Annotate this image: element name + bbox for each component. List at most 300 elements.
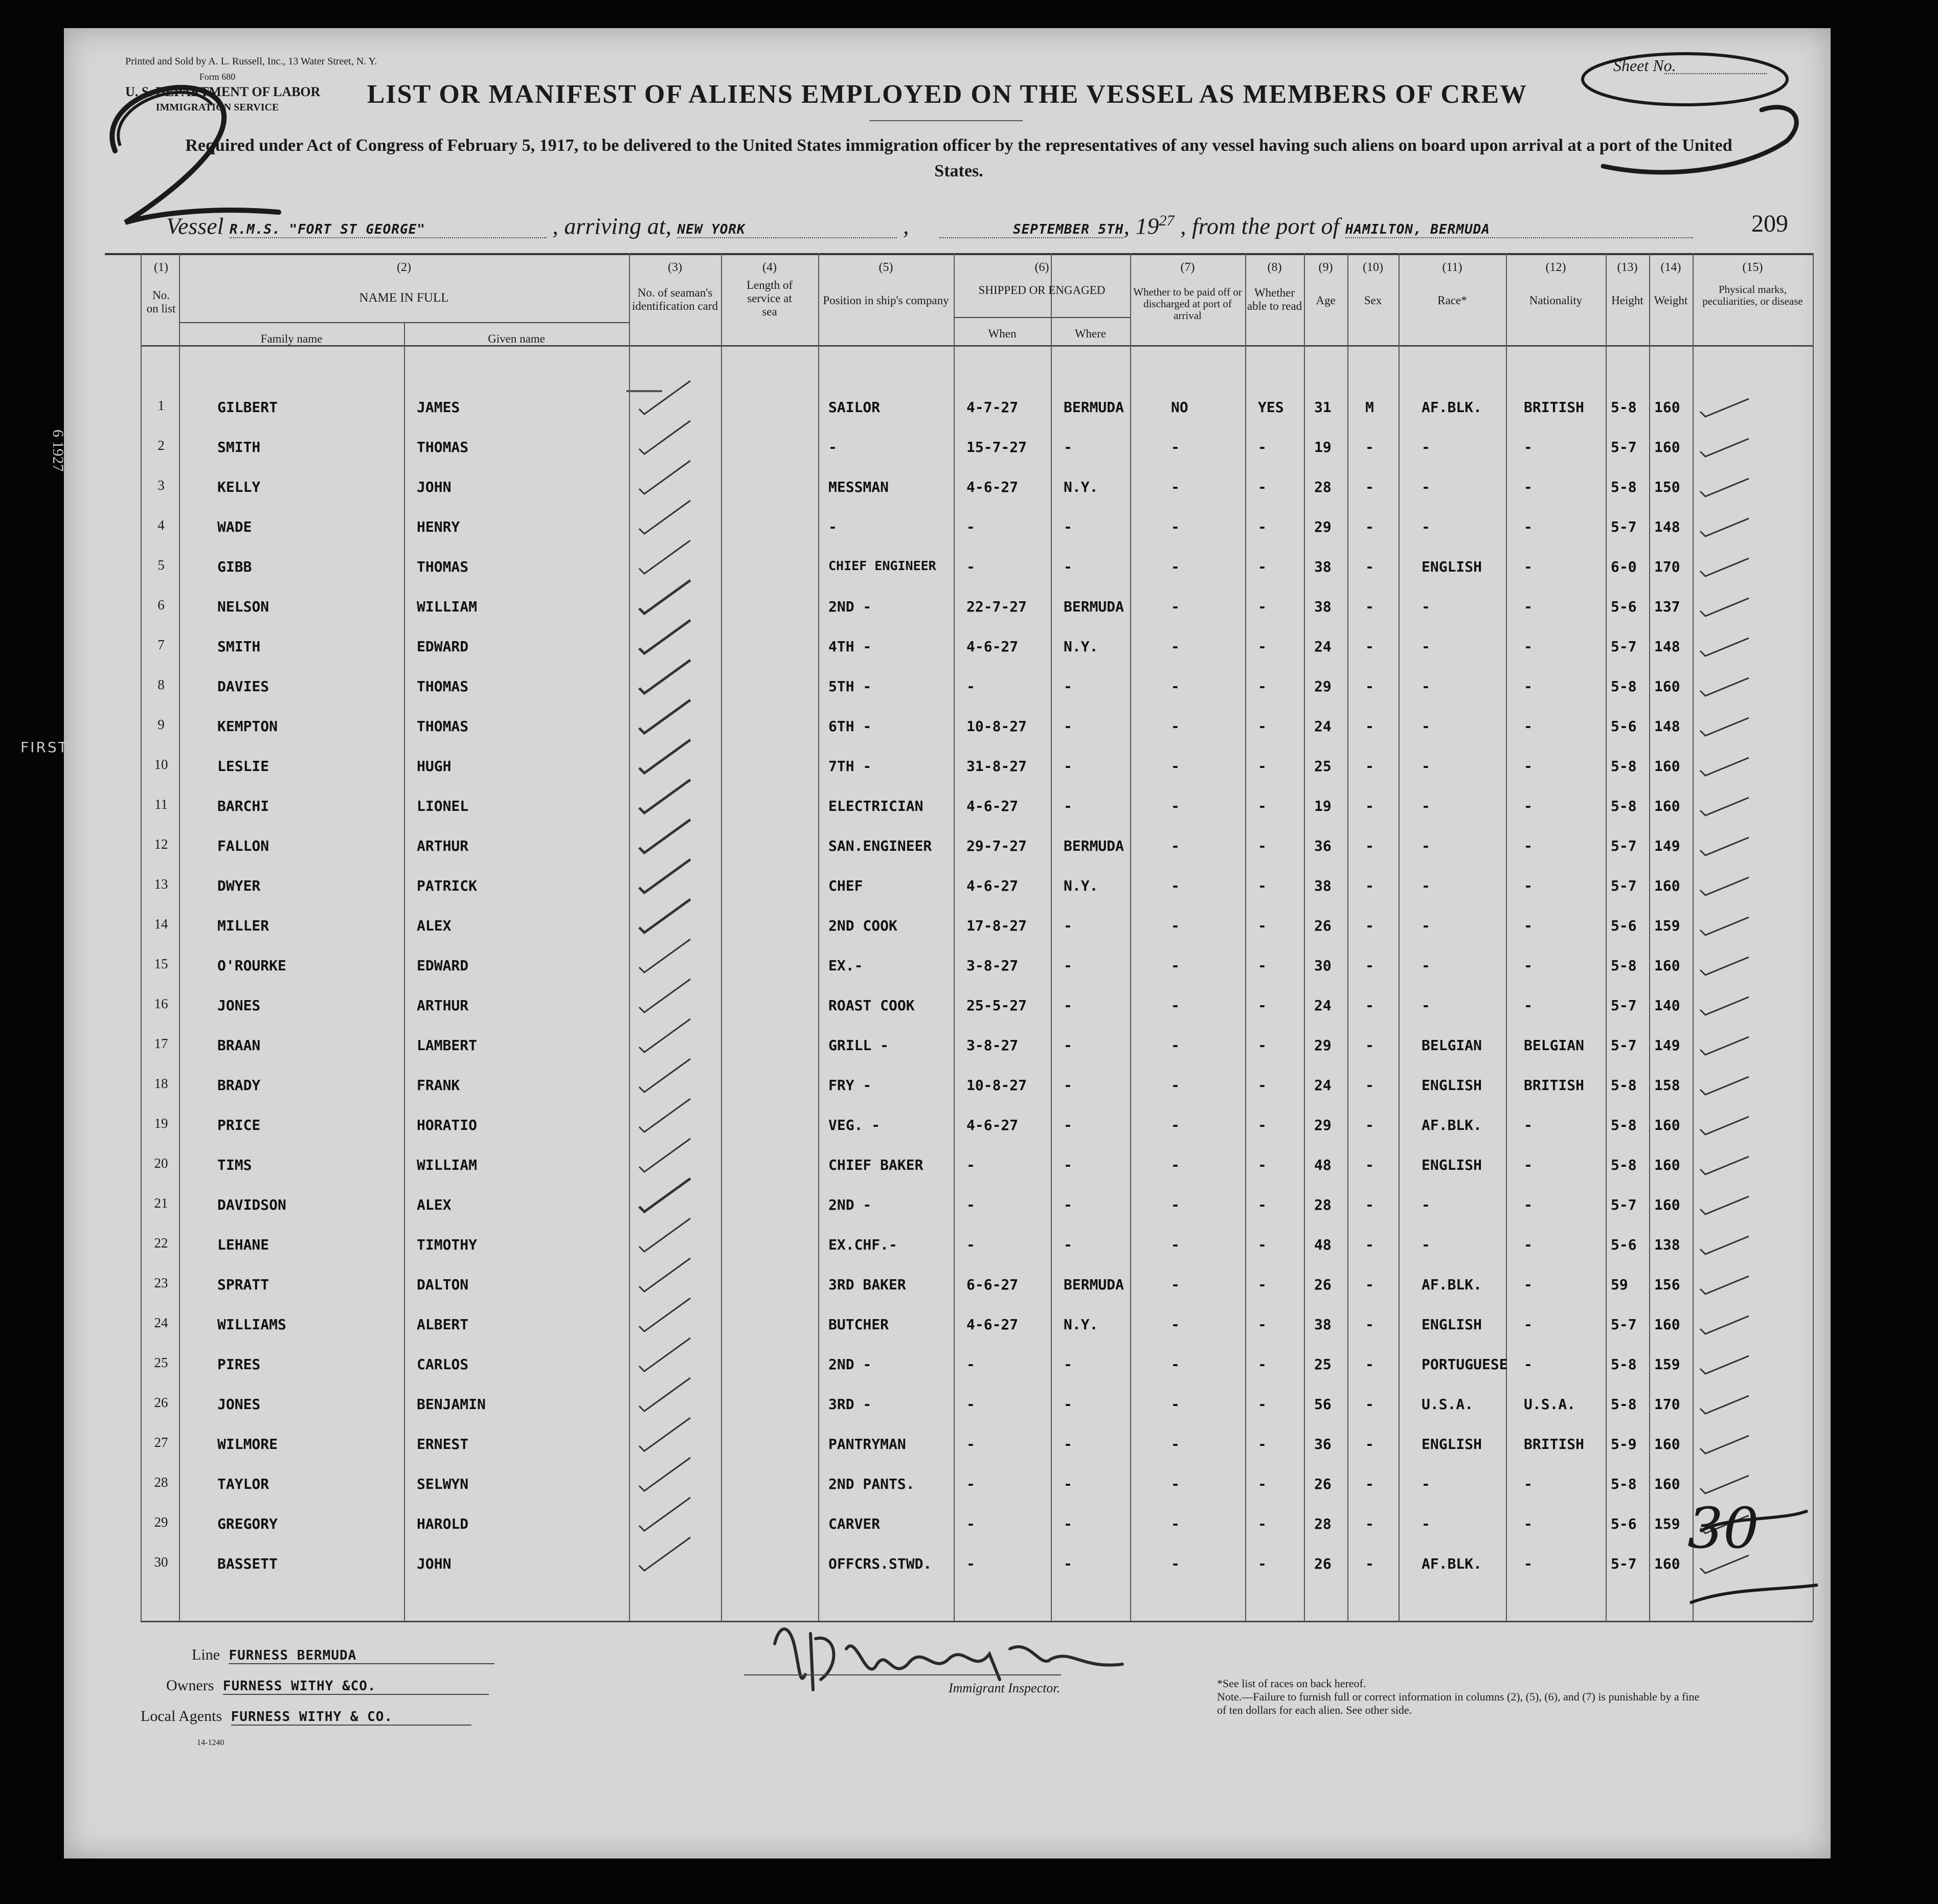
cell-nat: BRITISH <box>1524 1436 1585 1453</box>
cell-nat: - <box>1524 1196 1533 1213</box>
cell-when: - <box>966 1515 975 1532</box>
cell-when: - <box>966 1476 975 1492</box>
arriving-port: NEW YORK <box>677 222 897 238</box>
cell-paid: - <box>1171 1157 1180 1173</box>
cell-age: 29 <box>1314 518 1332 535</box>
cell-nat: U.S.A. <box>1524 1396 1576 1413</box>
cell-height: 5-6 <box>1611 1236 1637 1253</box>
cell-weight: 148 <box>1654 638 1680 655</box>
cell-race: PORTUGUESE <box>1422 1356 1508 1373</box>
cell-weight: 160 <box>1654 957 1680 974</box>
cell-sex: - <box>1365 1436 1374 1453</box>
cell-sex: - <box>1365 439 1374 456</box>
cell-paid: - <box>1171 1515 1180 1532</box>
cell-where: - <box>1064 1515 1072 1532</box>
service-name: IMMIGRATION SERVICE <box>155 102 279 113</box>
check-mark-icon <box>1698 1106 1759 1147</box>
cell-height: 5-8 <box>1611 1077 1637 1094</box>
cell-paid: - <box>1171 558 1180 575</box>
cell-paid: - <box>1171 1555 1180 1572</box>
col-head-sex: Sex <box>1364 294 1382 307</box>
row-number: 20 <box>154 1155 168 1171</box>
cell-age: 26 <box>1314 1555 1332 1572</box>
cell-where: - <box>1064 558 1072 575</box>
cell-where: - <box>1064 1396 1072 1413</box>
cell-race: - <box>1422 917 1430 934</box>
cell-paid: - <box>1171 1436 1180 1453</box>
cell-given: JOHN <box>417 479 452 495</box>
cell-weight: 160 <box>1654 439 1680 456</box>
cell-given: PATRICK <box>417 877 478 894</box>
cell-given: SELWYN <box>417 1476 469 1492</box>
cell-height: 5-8 <box>1611 758 1637 775</box>
penalty-note: Note.—Failure to furnish full or correct information in columns (2), (5), (6), and (7) is punishable by a fine of ten dollars for each alien. See other side. <box>1217 1690 1700 1716</box>
cell-read: - <box>1258 439 1267 456</box>
cell-position: 2ND PANTS. <box>828 1476 915 1492</box>
cell-family: PRICE <box>217 1117 261 1134</box>
cell-weight: 160 <box>1654 798 1680 814</box>
column-rule <box>1399 253 1400 1621</box>
department-name: U. S. DEPARTMENT OF LABOR <box>125 84 321 99</box>
cell-age: 38 <box>1314 877 1332 894</box>
column-rule <box>1649 253 1650 1621</box>
cell-paid: - <box>1171 678 1180 695</box>
cell-paid: - <box>1171 1117 1180 1134</box>
cell-height: 5-8 <box>1611 798 1637 814</box>
cell-family: O'ROURKE <box>217 957 286 974</box>
form-code: 14-1240 <box>197 1738 224 1747</box>
cell-family: KEMPTON <box>217 718 278 735</box>
cell-when: 29-7-27 <box>966 837 1027 854</box>
cell-sex: - <box>1365 917 1374 934</box>
cell-weight: 159 <box>1654 1515 1680 1532</box>
agents-value: FURNESS WITHY & CO. <box>231 1709 471 1726</box>
cell-position: CHIEF ENGINEER <box>828 558 936 573</box>
cell-weight: 160 <box>1654 1555 1680 1572</box>
cell-height: 5-8 <box>1611 1157 1637 1173</box>
cell-age: 24 <box>1314 1077 1332 1094</box>
column-rule <box>1693 253 1694 1621</box>
cell-sex: - <box>1365 1396 1374 1413</box>
cell-position: 3RD - <box>828 1396 872 1413</box>
check-mark-icon <box>1698 548 1759 589</box>
row-number: 30 <box>154 1554 168 1570</box>
cell-where: - <box>1064 1157 1072 1173</box>
check-mark-icon <box>1698 827 1759 868</box>
cell-read: - <box>1258 678 1267 695</box>
col-num-8: (8) <box>1267 261 1282 274</box>
cell-weight: 140 <box>1654 997 1680 1014</box>
col-head-paid: Whether to be paid off or discharged at port of arrival <box>1133 286 1242 322</box>
cell-where: - <box>1064 1117 1072 1134</box>
cell-nat: - <box>1524 678 1533 695</box>
row-number: 3 <box>157 478 165 493</box>
col-head-read: Whether able to read <box>1247 286 1302 312</box>
cell-sex: - <box>1365 837 1374 854</box>
cell-height: 5-6 <box>1611 598 1637 615</box>
cell-family: GREGORY <box>217 1515 278 1532</box>
cell-where: - <box>1064 678 1072 695</box>
cell-sex: - <box>1365 1555 1374 1572</box>
cell-nat: BELGIAN <box>1524 1037 1585 1054</box>
row-number: 2 <box>157 438 165 453</box>
cell-race: - <box>1422 997 1430 1014</box>
check-mark-icon <box>1698 947 1759 988</box>
cell-read: - <box>1258 718 1267 735</box>
row-number: 5 <box>157 557 165 573</box>
cell-given: LIONEL <box>417 798 469 814</box>
cell-read: - <box>1258 1157 1267 1173</box>
cell-nat: - <box>1524 1236 1533 1253</box>
cell-paid: - <box>1171 837 1180 854</box>
cell-paid: - <box>1171 877 1180 894</box>
col-num-10: (10) <box>1363 261 1383 274</box>
cell-nat: - <box>1524 718 1533 735</box>
cell-read: - <box>1258 598 1267 615</box>
cell-read: - <box>1258 1316 1267 1333</box>
cell-when: - <box>966 1555 975 1572</box>
cell-position: BUTCHER <box>828 1316 889 1333</box>
cell-age: 24 <box>1314 718 1332 735</box>
cell-given: DALTON <box>417 1276 469 1293</box>
row-number: 8 <box>157 677 165 692</box>
cell-race: - <box>1422 1476 1430 1492</box>
cell-height: 5-7 <box>1611 877 1637 894</box>
cell-height: 5-8 <box>1611 1117 1637 1134</box>
cell-when: - <box>966 1157 975 1173</box>
cell-nat: - <box>1524 957 1533 974</box>
check-mark-icon <box>1698 747 1759 788</box>
line-label: Line <box>192 1646 220 1663</box>
cell-race: AF.BLK. <box>1422 1276 1482 1293</box>
cell-sex: - <box>1365 1196 1374 1213</box>
from-port: HAMILTON, BERMUDA <box>1345 222 1693 238</box>
col-head-position: Position in ship's company <box>823 294 949 307</box>
cell-given: THOMAS <box>417 558 469 575</box>
sheet-number-label: Sheet No. <box>1613 56 1676 75</box>
cell-position: 6TH - <box>828 718 872 735</box>
check-mark-icon <box>1698 1425 1759 1466</box>
column-rule <box>1304 253 1305 1621</box>
cell-read: - <box>1258 638 1267 655</box>
row-number: 11 <box>154 797 168 812</box>
cell-given: HUGH <box>417 758 452 775</box>
cell-when: - <box>966 1356 975 1373</box>
cell-paid: NO <box>1171 399 1188 416</box>
page-number: 209 <box>1751 210 1788 237</box>
cell-weight: 149 <box>1654 1037 1680 1054</box>
col-num-9: (9) <box>1318 261 1333 274</box>
handwritten-two-left <box>84 69 299 263</box>
cell-family: LESLIE <box>217 758 269 775</box>
cell-read: - <box>1258 877 1267 894</box>
cell-position: MESSMAN <box>828 479 889 495</box>
cell-where: - <box>1064 439 1072 456</box>
cell-race: - <box>1422 518 1430 535</box>
cell-age: 19 <box>1314 439 1332 456</box>
cell-where: BERMUDA <box>1064 1276 1124 1293</box>
column-rule <box>1506 253 1507 1621</box>
cell-family: TIMS <box>217 1157 252 1173</box>
col-num-2: (2) <box>397 261 411 274</box>
cell-given: ALBERT <box>417 1316 469 1333</box>
cell-where: - <box>1064 957 1072 974</box>
subheader-rule <box>179 322 629 323</box>
requirement-text: Required under Act of Congress of February 5, 1917, to be delivered to the United States immigration officer by the representatives of any vessel having such aliens on board upon arrival at a port of the United States. <box>185 136 1732 180</box>
cell-paid: - <box>1171 439 1180 456</box>
cell-where: - <box>1064 1196 1072 1213</box>
cell-read: - <box>1258 1037 1267 1054</box>
row-number: 26 <box>154 1395 168 1410</box>
cell-read: - <box>1258 1476 1267 1492</box>
cell-family: NELSON <box>217 598 269 615</box>
cell-position: SAILOR <box>828 399 881 416</box>
cell-race: - <box>1422 1236 1430 1253</box>
cell-race: AF.BLK. <box>1422 1117 1482 1134</box>
cell-given: BENJAMIN <box>417 1396 486 1413</box>
cell-sex: - <box>1365 598 1374 615</box>
cell-paid: - <box>1171 718 1180 735</box>
cell-weight: 160 <box>1654 877 1680 894</box>
cell-family: LEHANE <box>217 1236 269 1253</box>
cell-nat: BRITISH <box>1524 1077 1585 1094</box>
row-number: 15 <box>154 956 168 971</box>
cell-race: AF.BLK. <box>1422 399 1482 416</box>
cell-family: JONES <box>217 997 261 1014</box>
cell-position: 2ND - <box>828 1356 872 1373</box>
cell-read: - <box>1258 1117 1267 1134</box>
cell-height: 5-7 <box>1611 1555 1637 1572</box>
cell-height: 5-6 <box>1611 718 1637 735</box>
cell-when: - <box>966 1236 975 1253</box>
cell-weight: 160 <box>1654 1196 1680 1213</box>
title-underline <box>869 120 1023 121</box>
cell-nat: - <box>1524 1276 1533 1293</box>
cell-weight: 150 <box>1654 479 1680 495</box>
cell-family: JONES <box>217 1396 261 1413</box>
cell-sex: - <box>1365 1276 1374 1293</box>
cell-sex: - <box>1365 718 1374 735</box>
owners-label: Owners <box>166 1677 214 1694</box>
cell-weight: 158 <box>1654 1077 1680 1094</box>
margin-note: 6 1927 <box>50 429 66 472</box>
footnotes <box>1217 1677 1703 1717</box>
cell-age: 36 <box>1314 1436 1332 1453</box>
cell-read: - <box>1258 1077 1267 1094</box>
cell-weight: 160 <box>1654 1157 1680 1173</box>
col-num-3: (3) <box>668 261 682 274</box>
cell-age: 38 <box>1314 598 1332 615</box>
cell-given: ARTHUR <box>417 837 469 854</box>
cell-read: - <box>1258 479 1267 495</box>
cell-race: - <box>1422 798 1430 814</box>
cell-where: - <box>1064 1555 1072 1572</box>
cell-given: FRANK <box>417 1077 460 1094</box>
cell-position: CHEF <box>828 877 863 894</box>
cell-given: EDWARD <box>417 638 469 655</box>
cell-when: 4-6-27 <box>966 1117 1019 1134</box>
cell-when: 25-5-27 <box>966 997 1027 1014</box>
cell-paid: - <box>1171 518 1180 535</box>
cell-position: 2ND - <box>828 598 872 615</box>
cell-sex: - <box>1365 1316 1374 1333</box>
check-mark-icon <box>1698 907 1759 948</box>
races-note: *See list of races on back hereof. <box>1217 1677 1366 1690</box>
cell-paid: - <box>1171 917 1180 934</box>
page-title: LIST OR MANIFEST OF ALIENS EMPLOYED ON THE VESSEL AS MEMBERS OF CREW <box>367 80 1528 109</box>
col-head-shipped: SHIPPED OR ENGAGED <box>978 284 1106 297</box>
cell-height: 5-8 <box>1611 678 1637 695</box>
cell-paid: - <box>1171 798 1180 814</box>
cell-height: 6-0 <box>1611 558 1637 575</box>
year-prefix: , 19 <box>1123 213 1159 239</box>
cell-given: CARLOS <box>417 1356 469 1373</box>
cell-weight: 159 <box>1654 917 1680 934</box>
cell-position: - <box>828 518 837 535</box>
cell-family: GIBB <box>217 558 252 575</box>
cell-where: BERMUDA <box>1064 598 1124 615</box>
cell-read: YES <box>1258 399 1284 416</box>
cell-when: - <box>966 678 975 695</box>
row-number: 16 <box>154 996 168 1011</box>
cell-read: - <box>1258 917 1267 934</box>
col-head-family: Family name <box>260 332 323 345</box>
cell-family: KELLY <box>217 479 261 495</box>
check-mark-icon <box>1698 588 1759 629</box>
cell-weight: 160 <box>1654 399 1680 416</box>
cell-sex: - <box>1365 877 1374 894</box>
col-head-weight: Weight <box>1654 294 1688 307</box>
cell-given: JOHN <box>417 1555 452 1572</box>
row-number: 28 <box>154 1475 168 1490</box>
cell-read: - <box>1258 1555 1267 1572</box>
cell-given: HENRY <box>417 518 460 535</box>
cell-height: 5-7 <box>1611 638 1637 655</box>
cell-when: 4-6-27 <box>966 479 1019 495</box>
cell-where: - <box>1064 1077 1072 1094</box>
cell-position: 5TH - <box>828 678 872 695</box>
cell-where: BERMUDA <box>1064 837 1124 854</box>
cell-where: - <box>1064 518 1072 535</box>
cell-when: 4-6-27 <box>966 638 1019 655</box>
cell-race: BELGIAN <box>1422 1037 1482 1054</box>
cell-age: 26 <box>1314 1476 1332 1492</box>
check-mark-icon <box>1698 1067 1759 1107</box>
cell-sex: M <box>1365 399 1374 416</box>
cell-age: 25 <box>1314 1356 1332 1373</box>
cell-height: 5-8 <box>1611 957 1637 974</box>
cell-nat: - <box>1524 837 1533 854</box>
cell-paid: - <box>1171 1356 1180 1373</box>
cell-paid: - <box>1171 1316 1180 1333</box>
cell-family: DAVIDSON <box>217 1196 286 1213</box>
cell-race: - <box>1422 718 1430 735</box>
rows-bracket <box>616 360 672 1613</box>
cell-position: 2ND COOK <box>828 917 897 934</box>
cell-race: - <box>1422 678 1430 695</box>
cell-weight: 148 <box>1654 718 1680 735</box>
line-field <box>192 1646 494 1664</box>
cell-where: - <box>1064 1037 1072 1054</box>
row-number: 27 <box>154 1435 168 1450</box>
cell-position: 7TH - <box>828 758 872 775</box>
first-class-label: FIRST <box>20 739 69 756</box>
cell-age: 29 <box>1314 678 1332 695</box>
printer-line: Printed and Sold by A. L. Russell, Inc., 13 Water Street, N. Y. <box>125 56 377 67</box>
cell-read: - <box>1258 1236 1267 1253</box>
cell-paid: - <box>1171 1196 1180 1213</box>
cell-weight: 160 <box>1654 1436 1680 1453</box>
cell-read: - <box>1258 558 1267 575</box>
cell-where: N.Y. <box>1064 1316 1098 1333</box>
cell-where: - <box>1064 1236 1072 1253</box>
cell-race: - <box>1422 1196 1430 1213</box>
cell-family: BRADY <box>217 1077 261 1094</box>
owners-value: FURNESS WITHY &CO. <box>223 1679 489 1695</box>
cell-race: AF.BLK. <box>1422 1555 1482 1572</box>
cell-given: WILLIAM <box>417 598 478 615</box>
row-number: 6 <box>157 597 165 613</box>
cell-read: - <box>1258 1276 1267 1293</box>
cell-weight: 160 <box>1654 1476 1680 1492</box>
cell-nat: - <box>1524 917 1533 934</box>
cell-sex: - <box>1365 1037 1374 1054</box>
cell-family: WILMORE <box>217 1436 278 1453</box>
cell-race: - <box>1422 837 1430 854</box>
cell-paid: - <box>1171 479 1180 495</box>
cell-family: PIRES <box>217 1356 261 1373</box>
cell-sex: - <box>1365 479 1374 495</box>
cell-sex: - <box>1365 1077 1374 1094</box>
cell-age: 56 <box>1314 1396 1332 1413</box>
cell-where: - <box>1064 798 1072 814</box>
cell-nat: - <box>1524 518 1533 535</box>
cell-nat: - <box>1524 479 1533 495</box>
cell-sex: - <box>1365 957 1374 974</box>
cell-where: - <box>1064 1356 1072 1373</box>
cell-family: DAVIES <box>217 678 269 695</box>
cell-paid: - <box>1171 1396 1180 1413</box>
cell-nat: - <box>1524 877 1533 894</box>
cell-given: ARTHUR <box>417 997 469 1014</box>
column-rule <box>1347 253 1348 1621</box>
cell-height: 5-8 <box>1611 479 1637 495</box>
cell-given: LAMBERT <box>417 1037 478 1054</box>
col-num-7: (7) <box>1180 261 1195 274</box>
cell-family: WILLIAMS <box>217 1316 286 1333</box>
cell-age: 28 <box>1314 1515 1332 1532</box>
cell-age: 24 <box>1314 638 1332 655</box>
col-num-15: (15) <box>1742 261 1763 274</box>
arrival-date: SEPTEMBER 5TH <box>939 222 1123 238</box>
column-rule <box>1051 317 1052 1621</box>
check-mark-icon <box>1698 708 1759 749</box>
cell-position: ROAST COOK <box>828 997 915 1014</box>
arriving-label: , arriving at, <box>552 213 671 239</box>
cell-position: EX.- <box>828 957 863 974</box>
cell-nat: - <box>1524 638 1533 655</box>
cell-race: U.S.A. <box>1422 1396 1474 1413</box>
cell-family: MILLER <box>217 917 269 934</box>
cell-sex: - <box>1365 638 1374 655</box>
cell-height: 5-7 <box>1611 439 1637 456</box>
cell-when: 3-8-27 <box>966 957 1019 974</box>
cell-read: - <box>1258 1436 1267 1453</box>
cell-when: 31-8-27 <box>966 758 1027 775</box>
cell-nat: - <box>1524 1157 1533 1173</box>
cell-nat: - <box>1524 1476 1533 1492</box>
row-number: 19 <box>154 1116 168 1131</box>
